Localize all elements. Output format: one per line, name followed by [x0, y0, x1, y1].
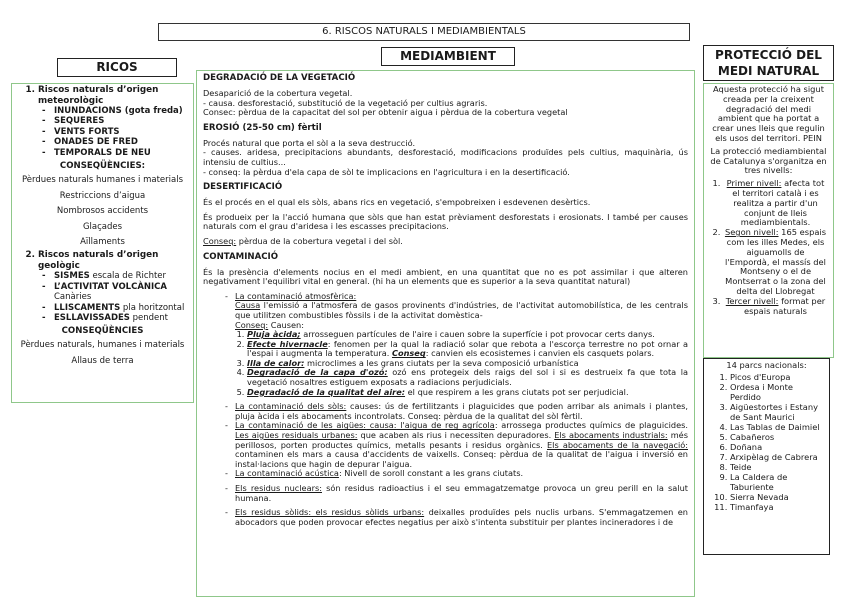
conseq-item: Allaus de terra	[71, 356, 134, 367]
list-item: 1. Primer nivell: afecta tot el territori català i es realitza a partir d'un conjunt de lleis mediambientals.	[723, 179, 828, 228]
list-item: - SEQUERES	[42, 116, 189, 126]
header-proteccio: PROTECCIÓ DEL MEDI NATURAL	[703, 45, 834, 81]
paragraph: Aquesta protecció ha sigut creada per la creixent degradació del medi ambient que ha portat a crear unes lleis que regulin els usos del territori. PEIN	[712, 84, 825, 143]
conseq-item: Pèrdues naturals, humanes i materials	[20, 340, 185, 351]
list-item: 4. Degradació de la capa d'ozó: ozó ens protegeix dels raigs del sol i si es destrueix fa que tota la vegetació nosaltres estiguem exposats a radiacions perjudicials.	[247, 368, 688, 387]
conseq-item: Aïllaments	[80, 237, 125, 248]
list-item: 1. Picos d'Europa	[730, 372, 825, 382]
list-item: 8. Teide	[730, 462, 825, 472]
list-item: - VENTS FORTS	[42, 127, 189, 137]
paragraph: Consec: pèrdua de la capacitat del sol per obtenir aigua i pèrdua de la cobertura vegetal	[203, 107, 568, 118]
conseq-item: Pèrdues naturals humanes i materials	[21, 175, 184, 186]
list-item: - L’ACTIVITAT VOLCÀNICA Canàries	[42, 282, 189, 303]
list-item: - TEMPORALS DE NEU	[42, 148, 189, 158]
list-item: 10. Sierra Nevada	[730, 492, 825, 502]
list-item: 3. Tercer nivell: format per espais naturals	[723, 297, 828, 317]
list-item: 4. Las Tablas de Daimiel	[730, 422, 825, 432]
paragraph: Desaparició de la cobertura vegetal.	[203, 88, 353, 98]
list-item: 2. Segon nivell: 165 espais com les illes Medes, els aiguamolls de l'Empordà, el massís del Montseny o el de Montserrat o la zona del delta del Llobregat	[723, 228, 828, 297]
risk-geo-title: Riscos naturals d’origen geològic	[38, 250, 159, 271]
section-title: EROSIÓ (25-50 cm) fèrtil	[203, 122, 322, 133]
header-ricos: RICOS	[57, 58, 177, 77]
section-title: CONTAMINACIÓ	[203, 251, 279, 262]
section-title: DEGRADACIÓ DE LA VEGETACIÓ	[203, 73, 356, 83]
proteccio-panel	[703, 83, 834, 358]
list-item: - SISMES escala de Richter	[42, 271, 189, 281]
mediambient-panel	[196, 70, 695, 597]
parks-panel	[703, 358, 830, 555]
list-item: - Els residus nuclears: són residus radioactius i el seu emmagatzematge provoca un greu perill en la salut humana.	[225, 484, 688, 503]
list-item: 9. La Caldera de Taburiente	[730, 472, 825, 492]
list-item: - La contaminació dels sòls: causes: ús de fertilitzants i plaguicides que poden arribar als animals i plantes, pluja àcida i els abocaments incontrolats. Conseq: pèrdua de la qualitat del sòl fèrtil.	[225, 402, 688, 421]
list-item: - ESLLAVISSADES pendent	[42, 313, 189, 323]
list-item: 11. Timanfaya	[730, 502, 825, 512]
paragraph: Procés natural que porta el sòl a la seva destrucció.	[203, 137, 416, 148]
paragraph: - causes. aridesa, precipitacions abundants, desforestació, modificacions produïdes pels cultius, maquinària, ús intensiu de cultius...	[203, 147, 688, 167]
conseq-label: CONSEQÜÈNCIES	[61, 326, 144, 337]
list-item: 3. Aigüestortes i Estany de Sant Maurici	[730, 402, 825, 422]
conseq-item: Nombrosos accidents	[56, 206, 149, 217]
parks-title: 14 parcs nacionals:	[726, 360, 807, 370]
ricos-panel	[11, 83, 194, 403]
page-title: 6. RISCOS NATURALS I MEDIAMBIENTALS	[158, 23, 690, 41]
list-item: 2. Ordesa i Monte Perdido	[730, 382, 825, 402]
paragraph: És el procés en el qual els sòls, abans rics en vegetació, s'empobreixen i esdevenen desèrtics.	[203, 197, 591, 208]
list-item: - ONADES DE FRED	[42, 137, 189, 147]
conseq-label: CONSEQÜÈNCIES:	[59, 161, 146, 172]
paragraph: - conseq: la pèrdua d'ela capa de sòl te implicacions en l'agricultura i en la desertificació.	[203, 166, 570, 177]
list-item: 7. Arxipèlag de Cabrera	[730, 452, 825, 462]
list-item: - INUNDACIONS (gota freda)	[42, 106, 189, 116]
paragraph: Conseq: pèrdua de la cobertura vegetal i del sòl.	[203, 235, 403, 246]
paragraph: La protecció mediambiental de Catalunya s'organitza en tres nivells:	[710, 145, 827, 176]
risk-meteo-title: Riscos naturals d’origen meteorològic	[38, 85, 159, 106]
paragraph: - causa. desforestació, substitució de la vegetació per cultius agraris.	[203, 97, 488, 108]
conseq-item: Glaçades	[82, 221, 123, 232]
conseq-item: Restriccions d’aigua	[59, 190, 146, 201]
list-item: 1. Pluja àcida; arrosseguen partícules de l'aire i cauen sobre la superfície i pot provocar certs danys.	[247, 330, 688, 340]
list-item: 5. Degradació de la qualitat del aire: el que respirem a les grans ciutats pot ser perjudicial.	[247, 388, 688, 398]
risk-meteo	[38, 85, 189, 158]
list-item: 5. Cabañeros	[730, 432, 825, 442]
levels-list	[709, 179, 828, 316]
risk-list-geo	[16, 250, 189, 323]
header-mediambient: MEDIAMBIENT	[381, 47, 515, 66]
parks-list	[708, 372, 825, 512]
list-item: - Els residus sòlids: els residus sòlids urbans: deixalles produïdes pels nuclis urbans. S'emmagatzemen en abocadors que poden provocar efectes negatius per això s'intenta substituir per plantes incineradores i de	[225, 508, 688, 527]
list-item: - La contaminació acústica: Nivell de soroll constant a les grans ciutats.	[225, 469, 688, 479]
list-item: 2. Efecte hivernacle: fenomen per la qual la radiació solar que rebota a l'escorça terrestre no pot ornar a l'espai i augmenta la temperatura. Conseq: canvien els ecosistemes i canvien els casquets polars.	[247, 340, 688, 359]
list-item: - La contaminació de les aigües: causa: l'aigua de reg agrícola: arrossega productes químics de plaguicides. Les aigües residuals urbanes: que acaben als rius i necessiten depuradores. Els abocaments industrials: més perillosos, porten productes químics, metalls pesants i residus orgànics. Els abocaments de la navegació: contaminen els mars a causa d'accidents de vaixells. Conseq: pèrdua de la qualitat de l'aigua i inversió en instal·lacions que hagin de depurar l'aigua.	[225, 421, 688, 469]
contamination-list	[203, 292, 688, 528]
paragraph: És produeix per la l'acció humana que sòls que han estat prèviament desforestats i erosionats. I també per causes naturals com el grau d'aridesa i les escasses precipitacions.	[203, 211, 688, 232]
list-item: 3. Illa de calor: microclimes a les grans ciutats per la seva composició urbanística	[247, 359, 688, 369]
risk-geo	[38, 250, 189, 323]
risk-list	[16, 85, 189, 158]
paragraph: És la presència d'elements nocius en el medi ambient, en una quantitat que no es pot assimilar i que alteren negativament l'equilibri vital en general. (hi ha un elements que es superior a la seva quantitat natural)	[203, 266, 688, 287]
list-item: - LLISCAMENTS pla horitzontal	[42, 303, 189, 313]
list-item: 6. Doñana	[730, 442, 825, 452]
list-item: - La contaminació atmosfèrica: Causa l'emissió a l'atmosfera de gasos provinents d'indústries, de l'activitat automobilística, de les centrals que utilitzen combustibles fòssils i de la activitat domèstica- Conseq: Causen: 1. Pluja àcida; arrosseguen partícules de l'aire i cauen sobre la superfície i pot provocar certs danys. 2. Efecte hivernacle: fenomen per la qual la radiació solar que rebota a l'escorça terrestre no pot ornar a l'espai i augmenta la temperatura. Conseq: canvien els ecosistemes i canvien els casquets polars. 3. Illa de calor: microclimes a les grans ciutats per la seva composició urbanística 4. Degradació de la capa d'ozó: ozó ens protegeix dels raigs del sol i si es destrueix fa que tota la vegetació nosaltres estiguem exposats a radiacions perjudicials. 5. Degradació de la qualitat del aire: el que respirem a les grans ciutats pot ser perjudicial.	[225, 292, 688, 403]
section-title: DESERTIFICACIÓ	[203, 182, 283, 193]
